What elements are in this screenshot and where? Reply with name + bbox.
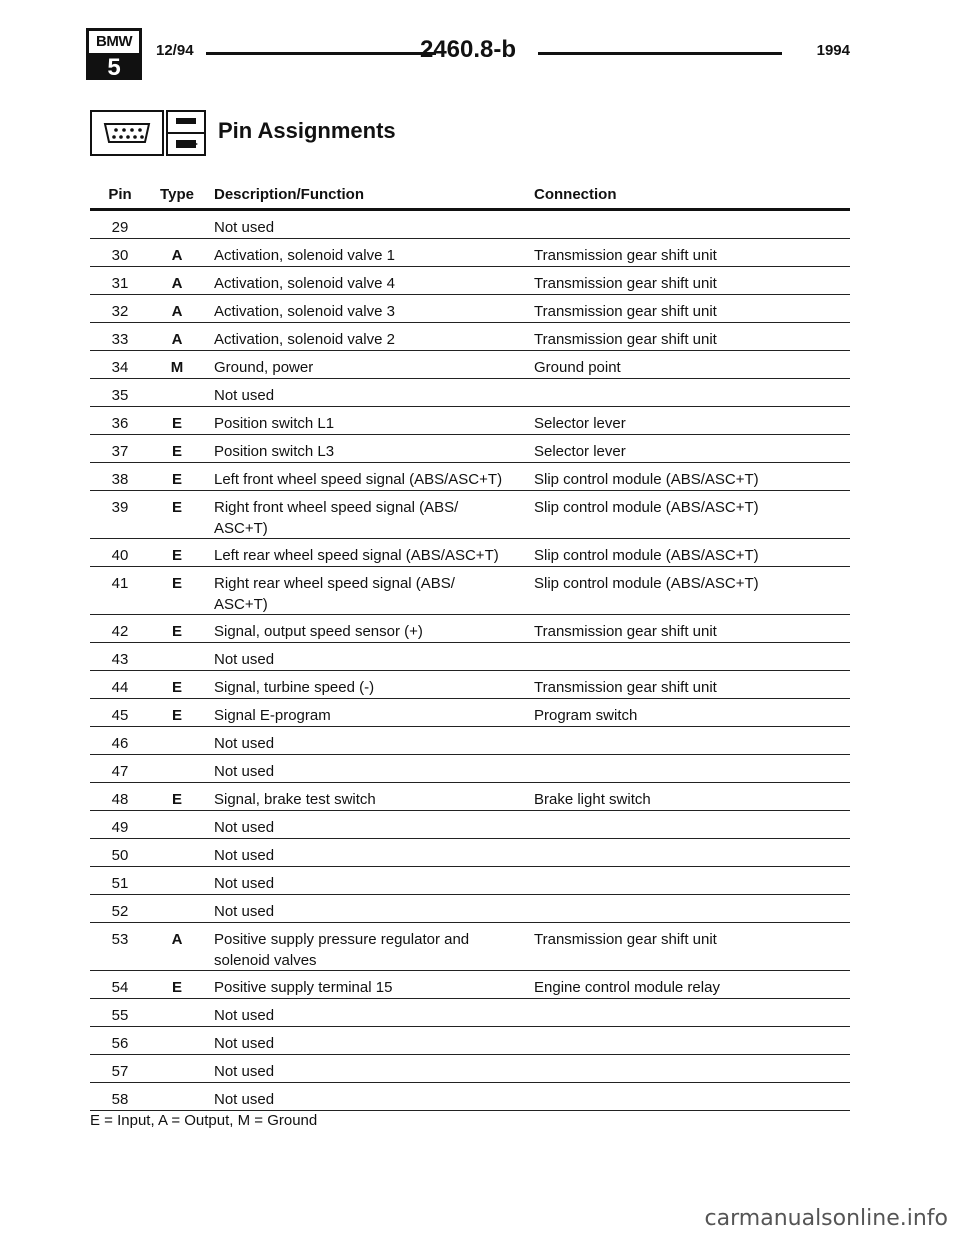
cell-type: E [171, 547, 182, 564]
cell-connection: Selector lever [534, 443, 626, 460]
table-row [90, 615, 850, 643]
cell-pin: 50 [111, 847, 129, 864]
watermark: carmanualsonline.info [704, 1206, 948, 1231]
table-row [90, 1083, 850, 1111]
cell-type: M [170, 359, 184, 376]
cell-description-cont: solenoid valves [214, 952, 317, 969]
cell-connection: Transmission gear shift unit [534, 275, 717, 292]
cell-description: Not used [214, 1063, 275, 1080]
cell-pin: 44 [111, 679, 129, 696]
cell-description: Not used [214, 1035, 275, 1052]
col-header-pin: Pin [108, 186, 132, 203]
cell-type: E [171, 499, 182, 516]
cell-description: Signal, brake test switch [214, 791, 376, 808]
cell-connection: Transmission gear shift unit [534, 931, 717, 948]
cell-type: E [171, 471, 182, 488]
cell-description: Not used [214, 875, 275, 892]
cell-type: E [171, 979, 182, 996]
cell-pin: 49 [111, 819, 129, 836]
cell-description: Not used [214, 903, 275, 920]
pin-plug-icon [166, 110, 206, 156]
cell-description: Right rear wheel speed signal (ABS/ [214, 575, 455, 592]
cell-type: E [171, 679, 182, 696]
cell-description: Not used [214, 847, 275, 864]
cell-description: Right front wheel speed signal (ABS/ [214, 499, 459, 516]
col-header-description: Description/Function [214, 186, 364, 203]
cell-type: E [171, 791, 182, 808]
table-row [90, 295, 850, 323]
cell-type: E [171, 575, 182, 592]
cell-connection: Transmission gear shift unit [534, 247, 717, 264]
table-row [90, 323, 850, 351]
header-rule-right [538, 52, 782, 55]
table-row [90, 755, 850, 783]
cell-description: Not used [214, 219, 275, 236]
cell-description: Left rear wheel speed signal (ABS/ASC+T) [214, 547, 499, 564]
cell-type: E [171, 415, 182, 432]
cell-pin: 39 [111, 499, 129, 516]
cell-pin: 38 [111, 471, 129, 488]
cell-pin: 32 [111, 303, 129, 320]
cell-connection: Transmission gear shift unit [534, 331, 717, 348]
cell-connection: Transmission gear shift unit [534, 303, 717, 320]
table-row [90, 463, 850, 491]
cell-pin: 29 [111, 219, 129, 236]
cell-type: A [171, 247, 183, 264]
header-date: 12/94 [156, 42, 194, 59]
cell-description: Activation, solenoid valve 1 [214, 247, 395, 264]
cell-description: Left front wheel speed signal (ABS/ASC+T) [214, 471, 503, 488]
cell-pin: 34 [111, 359, 129, 376]
cell-description: Not used [214, 1091, 275, 1108]
cell-description: Not used [214, 387, 275, 404]
cell-description: Not used [214, 651, 275, 668]
table-row [90, 379, 850, 407]
cell-pin: 56 [111, 1035, 129, 1052]
table-row [90, 895, 850, 923]
table-row [90, 699, 850, 727]
table-row [90, 811, 850, 839]
table-row [90, 211, 850, 239]
table-row [90, 351, 850, 379]
cell-description: Activation, solenoid valve 4 [214, 275, 395, 292]
cell-connection: Program switch [534, 707, 638, 724]
cell-pin: 42 [111, 623, 129, 640]
cell-description: Position switch L3 [214, 443, 335, 460]
cell-pin: 35 [111, 387, 129, 404]
cell-pin: 45 [111, 707, 129, 724]
table-body [90, 211, 850, 1111]
table-row [90, 867, 850, 895]
cell-pin: 33 [111, 331, 129, 348]
cell-type: E [171, 707, 182, 724]
cell-description: Signal, turbine speed (-) [214, 679, 375, 696]
pin-assignment-table [90, 180, 850, 1111]
cell-connection: Slip control module (ABS/ASC+T) [534, 499, 759, 516]
cell-description: Signal E-program [214, 707, 331, 724]
header-year: 1994 [816, 42, 850, 59]
table-row [90, 971, 850, 999]
cell-description-cont: ASC+T) [214, 520, 268, 537]
cell-pin: 52 [111, 903, 129, 920]
cell-connection: Transmission gear shift unit [534, 623, 717, 640]
cell-pin: 31 [111, 275, 129, 292]
cell-pin: 37 [111, 443, 129, 460]
cell-pin: 57 [111, 1063, 129, 1080]
table-row [90, 1027, 850, 1055]
cell-description: Not used [214, 763, 275, 780]
cell-connection: Engine control module relay [534, 979, 720, 996]
cell-pin: 43 [111, 651, 129, 668]
table-row [90, 407, 850, 435]
cell-description: Positive supply pressure regulator and [214, 931, 470, 948]
page-header [86, 28, 850, 82]
logo-brand: BMW [89, 31, 139, 56]
cell-pin: 55 [111, 1007, 129, 1024]
cell-description: Not used [214, 1007, 275, 1024]
cell-description: Position switch L1 [214, 415, 335, 432]
table-row [90, 923, 850, 971]
table-row [90, 783, 850, 811]
table-row [90, 239, 850, 267]
cell-type: E [171, 443, 182, 460]
cell-pin: 41 [111, 575, 129, 592]
table-row [90, 839, 850, 867]
cell-type: A [171, 331, 183, 348]
table-row [90, 643, 850, 671]
cell-connection: Slip control module (ABS/ASC+T) [534, 471, 759, 488]
cell-pin: 48 [111, 791, 129, 808]
col-header-type: Type [160, 186, 194, 203]
connector-pins-icon [90, 110, 164, 156]
table-row [90, 727, 850, 755]
table-row [90, 491, 850, 539]
cell-connection: Slip control module (ABS/ASC+T) [534, 547, 759, 564]
table-row [90, 671, 850, 699]
cell-connection: Selector lever [534, 415, 626, 432]
cell-description: Ground, power [214, 359, 314, 376]
cell-pin: 30 [111, 247, 129, 264]
table-row [90, 567, 850, 615]
cell-connection: Transmission gear shift unit [534, 679, 717, 696]
cell-description: Activation, solenoid valve 2 [214, 331, 395, 348]
cell-description: Not used [214, 819, 275, 836]
cell-description: Activation, solenoid valve 3 [214, 303, 395, 320]
cell-description: Not used [214, 735, 275, 752]
table-row [90, 539, 850, 567]
cell-description: Signal, output speed sensor (+) [214, 623, 423, 640]
cell-connection: Ground point [534, 359, 621, 376]
type-legend: E = Input, A = Output, M = Ground [90, 1112, 318, 1129]
table-row [90, 267, 850, 295]
cell-connection: Slip control module (ABS/ASC+T) [534, 575, 759, 592]
table-header [90, 180, 850, 211]
cell-type: E [171, 623, 182, 640]
cell-type: A [171, 303, 183, 320]
cell-description: Positive supply terminal 15 [214, 979, 393, 996]
cell-pin: 58 [111, 1091, 129, 1108]
header-doc-code: 2460.8-b [419, 36, 517, 63]
cell-pin: 53 [111, 931, 129, 948]
cell-type: A [171, 275, 183, 292]
cell-pin: 40 [111, 547, 129, 564]
section-title: Pin Assignments [218, 118, 396, 143]
cell-type: A [171, 931, 183, 948]
cell-pin: 51 [111, 875, 129, 892]
table-row [90, 435, 850, 463]
cell-connection: Brake light switch [534, 791, 651, 808]
col-header-connection: Connection [534, 186, 617, 203]
cell-description-cont: ASC+T) [214, 596, 268, 613]
logo-series: 5 [89, 56, 139, 77]
cell-pin: 46 [111, 735, 129, 752]
table-row [90, 1055, 850, 1083]
cell-pin: 54 [111, 979, 129, 996]
cell-pin: 47 [111, 763, 129, 780]
table-row [90, 999, 850, 1027]
cell-pin: 36 [111, 415, 129, 432]
